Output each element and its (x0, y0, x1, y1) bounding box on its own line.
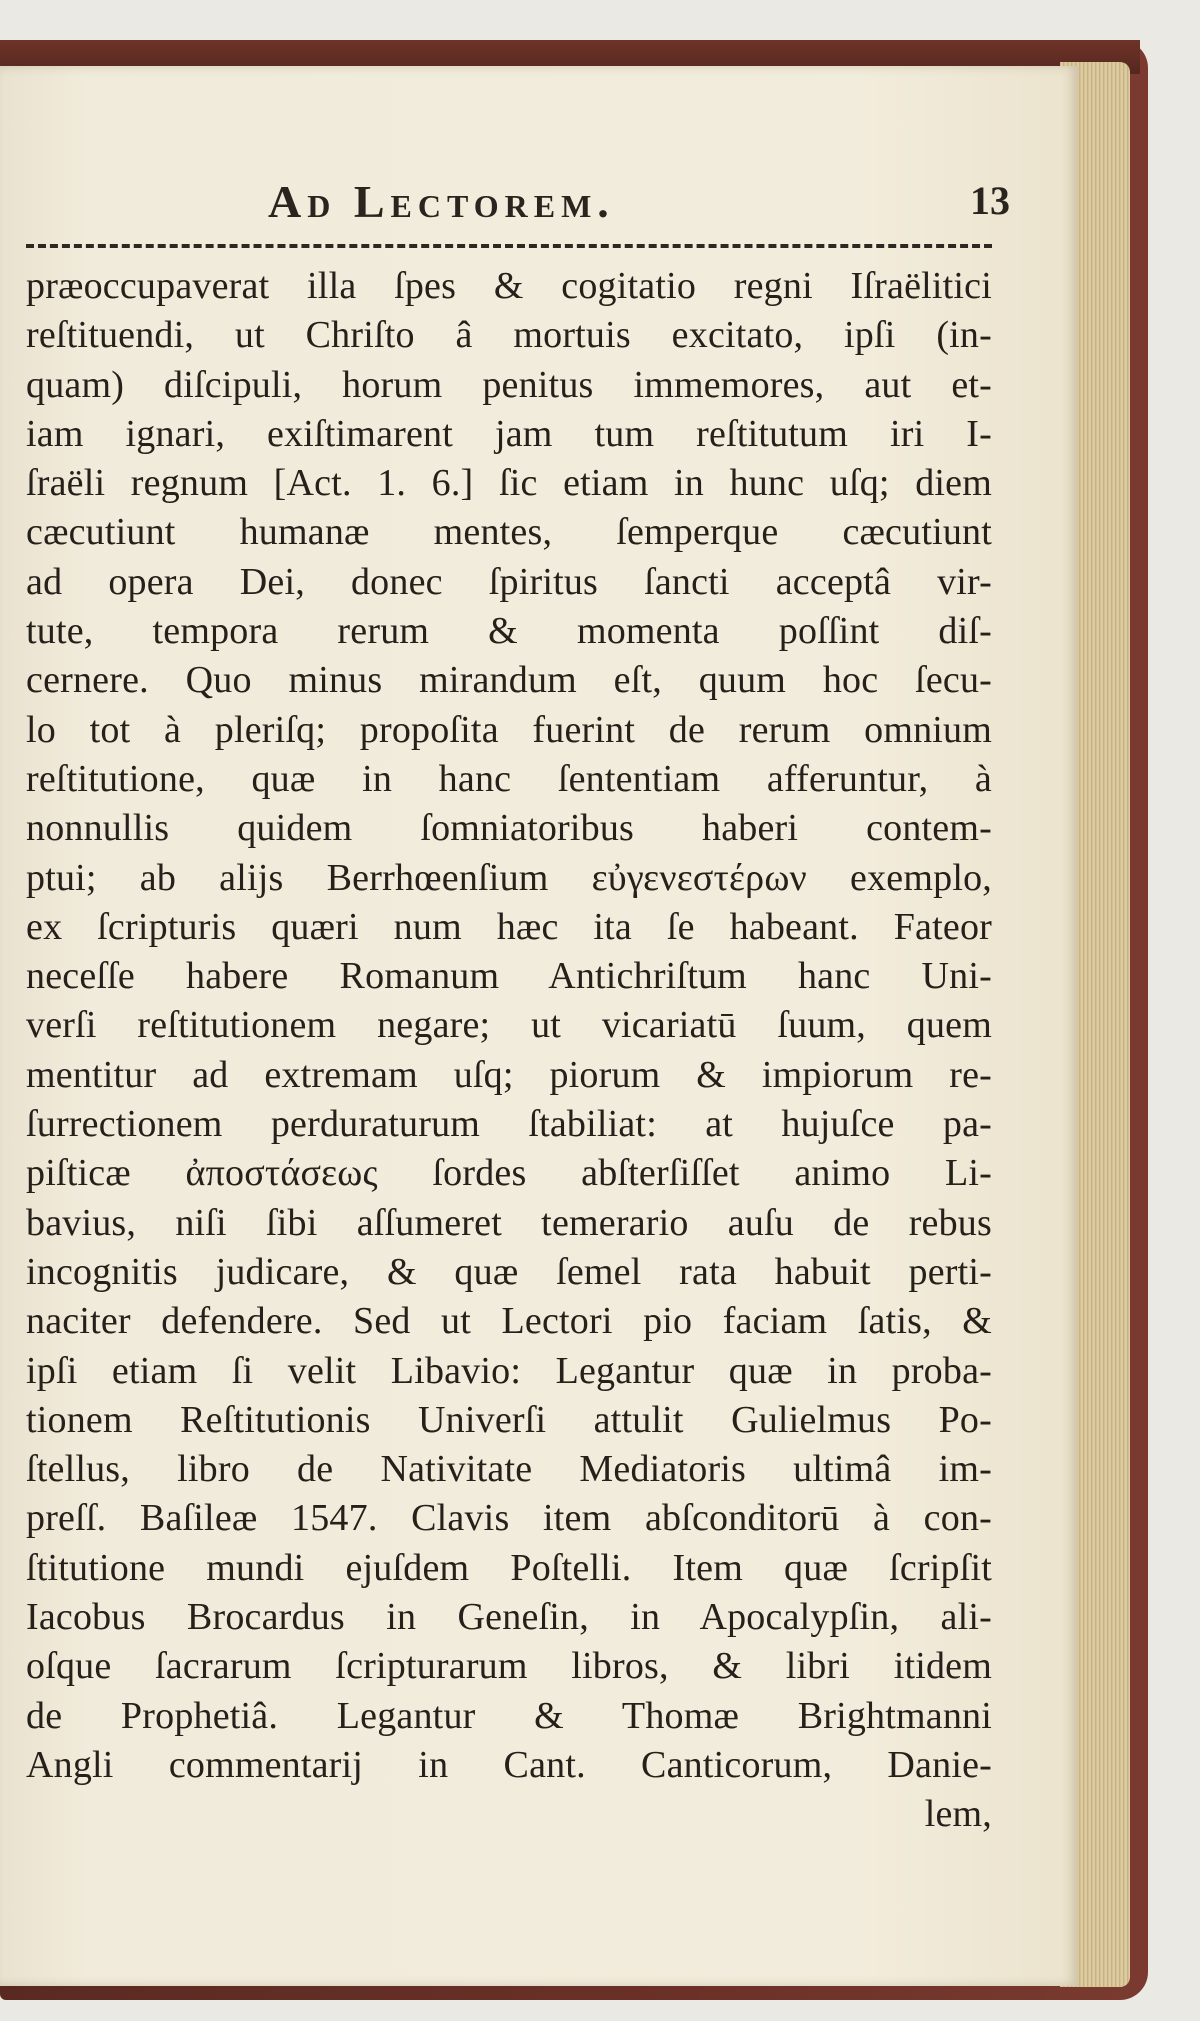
text-line: reſtituendi, ut Chriſto â mortuis excitato, ipſi (in- (26, 314, 992, 357)
text-line: ſurrectionem perduraturum ſtabiliat: at hujuſce pa- (26, 1103, 992, 1146)
text-line: ſtellus, libro de Nativitate Mediatoris ultimâ im- (26, 1448, 992, 1491)
page-number: 13 (970, 178, 1010, 223)
text-line: neceſſe habere Romanum Antichriſtum hanc Uni- (26, 955, 992, 998)
text-line: quam) diſcipuli, horum penitus immemores, aut et- (26, 363, 992, 406)
header-rule (26, 244, 992, 248)
text-line: ad opera Dei, donec ſpiritus ſancti acceptâ vir- (26, 560, 992, 603)
text-line: piſticæ ἀποστάσεως ſordes abſterſiſſet animo Li- (26, 1152, 992, 1195)
text-line: mentitur ad extremam uſq; piorum & impiorum re- (26, 1053, 992, 1096)
text-line: ex ſcripturis quæri num hæc ita ſe habeant. Fateor (26, 905, 992, 948)
catchword: lem, (924, 1793, 992, 1836)
text-line: reſtitutione, quæ in hanc ſententiam afferuntur, à (26, 757, 992, 800)
body-text (26, 262, 992, 1840)
page-title: Ad Lectorem. (268, 176, 615, 227)
text-line: de Prophetiâ. Legantur & Thomæ Brightmanni (26, 1694, 992, 1737)
text-line: ſtitutione mundi ejuſdem Poſtelli. Item quæ ſcripſit (26, 1546, 992, 1589)
text-line: cernere. Quo minus mirandum eſt, quum hoc ſecu- (26, 659, 992, 702)
text-line: cæcutiunt humanæ mentes, ſemperque cæcutiunt (26, 511, 992, 554)
text-line: iam ignari, exiſtimarent jam tum reſtitutum iri I- (26, 412, 992, 455)
text-line: Angli commentarij in Cant. Canticorum, Danie- (26, 1743, 992, 1786)
text-line: ſraëli regnum [Act. 1. 6.] ſic etiam in hunc uſq; diem (26, 462, 992, 505)
running-head (0, 175, 1010, 235)
text-line: bavius, niſi ſibi aſſumeret temerario auſu de rebus (26, 1201, 992, 1244)
text-line: præoccupaverat illa ſpes & cogitatio regni Iſraëlitici (26, 265, 992, 307)
text-line: oſque ſacrarum ſcripturarum libros, & libri itidem (26, 1645, 992, 1688)
text-line: naciter defendere. Sed ut Lectori pio faciam ſatis, & (26, 1300, 992, 1343)
text-line: lo tot à pleriſq; propoſita fuerint de rerum omnium (26, 708, 992, 751)
text-line: incognitis judicare, & quæ ſemel rata habuit perti- (26, 1250, 992, 1293)
text-line: verſi reſtitutionem negare; ut vicariatū ſuum, quem (26, 1004, 992, 1047)
text-line: tionem Reſtitutionis Univerſi attulit Gulielmus Po- (26, 1398, 992, 1441)
text-line: ptui; ab alijs Berrhœenſium εὐγενεστέρων exemplo, (26, 856, 992, 899)
text-line: nonnullis quidem ſomniatoribus haberi contem- (26, 807, 992, 850)
text-line: preſſ. Baſileæ 1547. Clavis item abſconditorū à con- (26, 1497, 992, 1540)
text-line: tute, tempora rerum & momenta poſſint diſ- (26, 610, 992, 653)
text-line: Iacobus Brocardus in Geneſin, in Apocalypſin, ali- (26, 1596, 992, 1639)
text-line: ipſi etiam ſi velit Libavio: Legantur quæ in proba- (26, 1349, 992, 1392)
